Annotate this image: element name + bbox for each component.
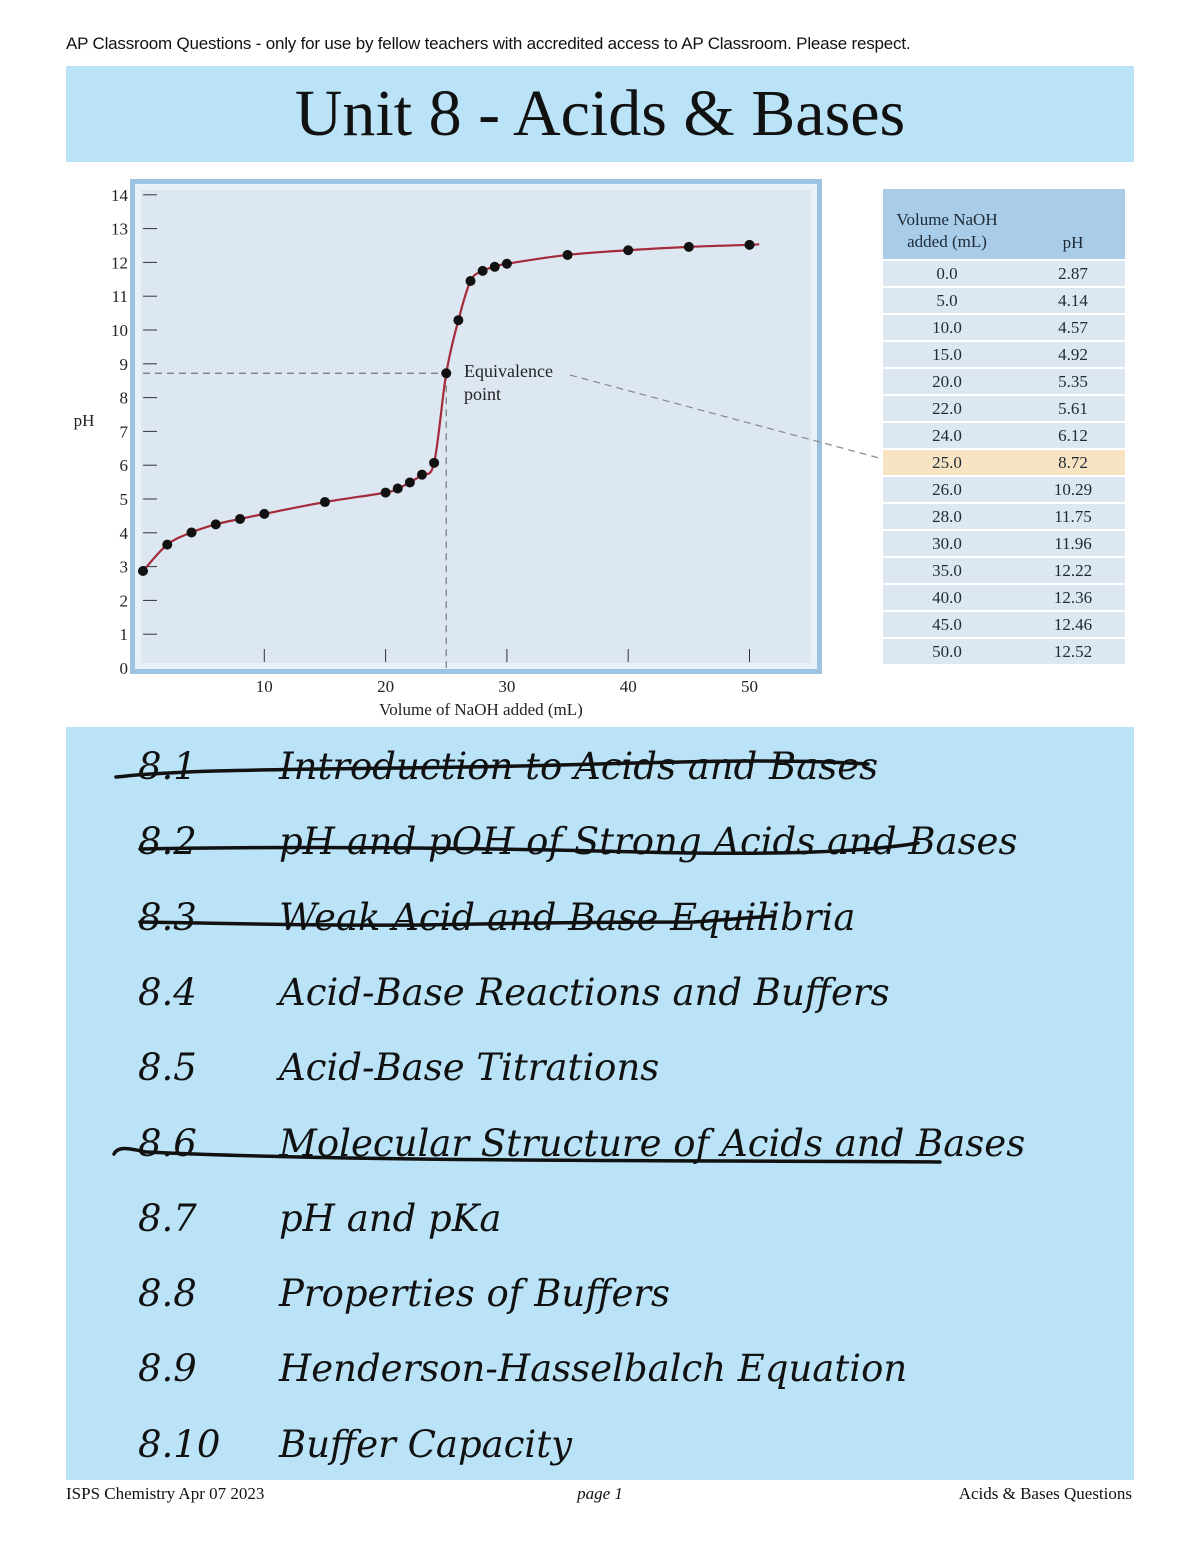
topic-name: Buffer Capacity <box>279 1422 573 1466</box>
topic-item <box>66 1347 1134 1407</box>
data-point <box>478 266 488 276</box>
y-tick-label: 11 <box>111 287 128 307</box>
y-tick-label: 8 <box>119 388 128 408</box>
equivalence-label-line1: Equivalence <box>464 361 553 381</box>
table-row <box>883 287 1125 314</box>
table-cell-ph: 10.29 <box>1011 476 1125 503</box>
table-row <box>883 530 1125 557</box>
data-point <box>490 262 500 272</box>
table-cell-ph: 2.87 <box>1011 260 1125 287</box>
topic-item <box>66 1197 1134 1257</box>
data-point <box>259 509 269 519</box>
page-title: Unit 8 - Acids & Bases <box>294 77 906 150</box>
table-cell-ph: 11.96 <box>1011 530 1125 557</box>
topic-number: 8.1 <box>138 745 197 788</box>
data-point <box>623 245 633 255</box>
table-header-volume-line2: added (mL) <box>907 232 987 251</box>
table-cell-ph: 4.92 <box>1011 341 1125 368</box>
table-row <box>883 449 1125 476</box>
table-cell-ph: 12.52 <box>1011 638 1125 664</box>
topic-name: Acid-Base Reactions and Buffers <box>279 970 890 1014</box>
table-header-ph: pH <box>1011 189 1125 260</box>
x-tick-label: 10 <box>255 677 273 696</box>
table-row <box>883 476 1125 503</box>
table-row <box>883 341 1125 368</box>
table-row <box>883 422 1125 449</box>
table-cell-ph: 4.14 <box>1011 287 1125 314</box>
table-cell-volume: 35.0 <box>883 557 1011 584</box>
y-tick-label: 6 <box>119 456 128 476</box>
equivalence-label-line2: point <box>464 384 502 404</box>
footer-course: ISPS Chemistry Apr 07 2023 <box>66 1484 265 1503</box>
table-row <box>883 638 1125 664</box>
data-point <box>187 527 197 537</box>
table-cell-volume: 26.0 <box>883 476 1011 503</box>
topic-name: Acid-Base Titrations <box>279 1046 660 1090</box>
topic-name: pH and pOH of Strong Acids and Bases <box>279 820 1018 864</box>
x-axis-label: Volume of NaOH added (mL) <box>379 700 583 719</box>
data-point <box>429 458 439 468</box>
y-tick-label: 14 <box>111 185 128 205</box>
data-point <box>466 276 476 286</box>
topic-name: Molecular Structure of Acids and Bases <box>279 1121 1026 1165</box>
table-cell-volume: 45.0 <box>883 611 1011 638</box>
topic-name: Weak Acid and Base Equilibria <box>279 895 856 939</box>
data-point <box>684 242 694 252</box>
y-tick-label: 4 <box>119 523 128 543</box>
data-point <box>235 514 245 524</box>
x-tick-label: 20 <box>377 677 395 696</box>
topic-number: 8.9 <box>138 1347 197 1391</box>
footer-document-name: Acids & Bases Questions <box>958 1484 1132 1503</box>
table-cell-volume: 15.0 <box>883 341 1011 368</box>
data-point <box>453 315 463 325</box>
topic-item <box>66 1122 1134 1182</box>
table-cell-volume: 24.0 <box>883 422 1011 449</box>
table-row <box>883 314 1125 341</box>
topic-number: 8.7 <box>138 1196 197 1240</box>
topic-item <box>66 1423 1134 1483</box>
table-cell-volume: 40.0 <box>883 584 1011 611</box>
y-tick-label: 9 <box>119 354 128 374</box>
table-cell-volume: 22.0 <box>883 395 1011 422</box>
table-cell-ph: 12.22 <box>1011 557 1125 584</box>
table-cell-volume: 10.0 <box>883 314 1011 341</box>
y-tick-label: 12 <box>111 253 128 273</box>
y-tick-label: 0 <box>119 659 128 678</box>
table-row <box>883 557 1125 584</box>
table-header-volume <box>883 189 1011 260</box>
table-cell-ph: 5.35 <box>1011 368 1125 395</box>
data-point <box>417 470 427 480</box>
title-banner <box>66 66 1134 162</box>
y-tick-label: 3 <box>119 557 128 577</box>
topic-item <box>66 745 1134 805</box>
topic-item <box>66 896 1134 956</box>
topic-number: 8.3 <box>138 895 197 939</box>
topic-item <box>66 971 1134 1031</box>
topic-item <box>66 1272 1134 1332</box>
table-cell-ph: 12.36 <box>1011 584 1125 611</box>
table-row <box>883 368 1125 395</box>
footer-page-number: page 1 <box>577 1484 623 1503</box>
table-cell-volume: 28.0 <box>883 503 1011 530</box>
y-tick-label: 1 <box>119 625 128 645</box>
titration-data-table <box>883 189 1125 664</box>
table-row <box>883 611 1125 638</box>
topic-number: 8.10 <box>138 1422 221 1466</box>
plot-background <box>141 190 811 663</box>
topic-name: Properties of Buffers <box>279 1272 671 1316</box>
access-notice: AP Classroom Questions - only for use by fellow teachers with accredited access to AP Classroom. Please respect. <box>66 34 911 53</box>
topic-number: 8.2 <box>138 820 197 864</box>
topic-number: 8.6 <box>138 1121 197 1165</box>
y-tick-label: 13 <box>111 219 128 239</box>
table-cell-volume: 50.0 <box>883 638 1011 664</box>
table-cell-ph: 11.75 <box>1011 503 1125 530</box>
y-axis-label: pH <box>73 411 95 430</box>
data-point <box>320 497 330 507</box>
table-cell-ph: 12.46 <box>1011 611 1125 638</box>
table-cell-volume: 25.0 <box>883 449 1011 476</box>
data-point <box>381 488 391 498</box>
table-cell-ph: 4.57 <box>1011 314 1125 341</box>
titration-chart <box>0 170 880 730</box>
x-tick-label: 50 <box>741 677 758 696</box>
data-point <box>138 566 148 576</box>
data-point <box>162 540 172 550</box>
x-tick-label: 40 <box>619 677 637 696</box>
table-cell-volume: 5.0 <box>883 287 1011 314</box>
data-point <box>745 240 755 250</box>
table-cell-volume: 0.0 <box>883 260 1011 287</box>
table-cell-volume: 20.0 <box>883 368 1011 395</box>
table-cell-ph: 8.72 <box>1011 449 1125 476</box>
topic-number: 8.5 <box>138 1046 197 1090</box>
table-cell-ph: 6.12 <box>1011 422 1125 449</box>
topic-number: 8.4 <box>138 970 197 1014</box>
topic-item <box>66 820 1134 880</box>
y-tick-label: 2 <box>119 591 128 611</box>
y-tick-label: 10 <box>111 321 128 340</box>
table-row <box>883 260 1125 287</box>
y-tick-label: 7 <box>119 422 128 442</box>
data-point <box>211 519 221 529</box>
table-row <box>883 584 1125 611</box>
table-cell-ph: 5.61 <box>1011 395 1125 422</box>
topic-item <box>66 1046 1134 1106</box>
table-row <box>883 395 1125 422</box>
data-point <box>563 250 573 260</box>
topic-number: 8.8 <box>138 1272 197 1316</box>
topic-name: pH and pKa <box>279 1196 502 1240</box>
y-tick-label: 5 <box>119 490 128 509</box>
table-header-volume-line1: Volume NaOH <box>896 210 998 229</box>
table-header-row <box>883 189 1125 260</box>
data-point <box>405 477 415 487</box>
x-tick-label: 30 <box>498 677 516 696</box>
table-cell-volume: 30.0 <box>883 530 1011 557</box>
topics-panel <box>66 727 1134 1480</box>
data-point <box>393 484 403 494</box>
topic-name: Introduction to Acids and Bases <box>279 745 879 788</box>
table-body <box>883 260 1125 664</box>
table-row <box>883 503 1125 530</box>
topic-name: Henderson-Hasselbalch Equation <box>279 1347 908 1391</box>
data-point <box>502 259 512 269</box>
data-point <box>441 368 451 378</box>
